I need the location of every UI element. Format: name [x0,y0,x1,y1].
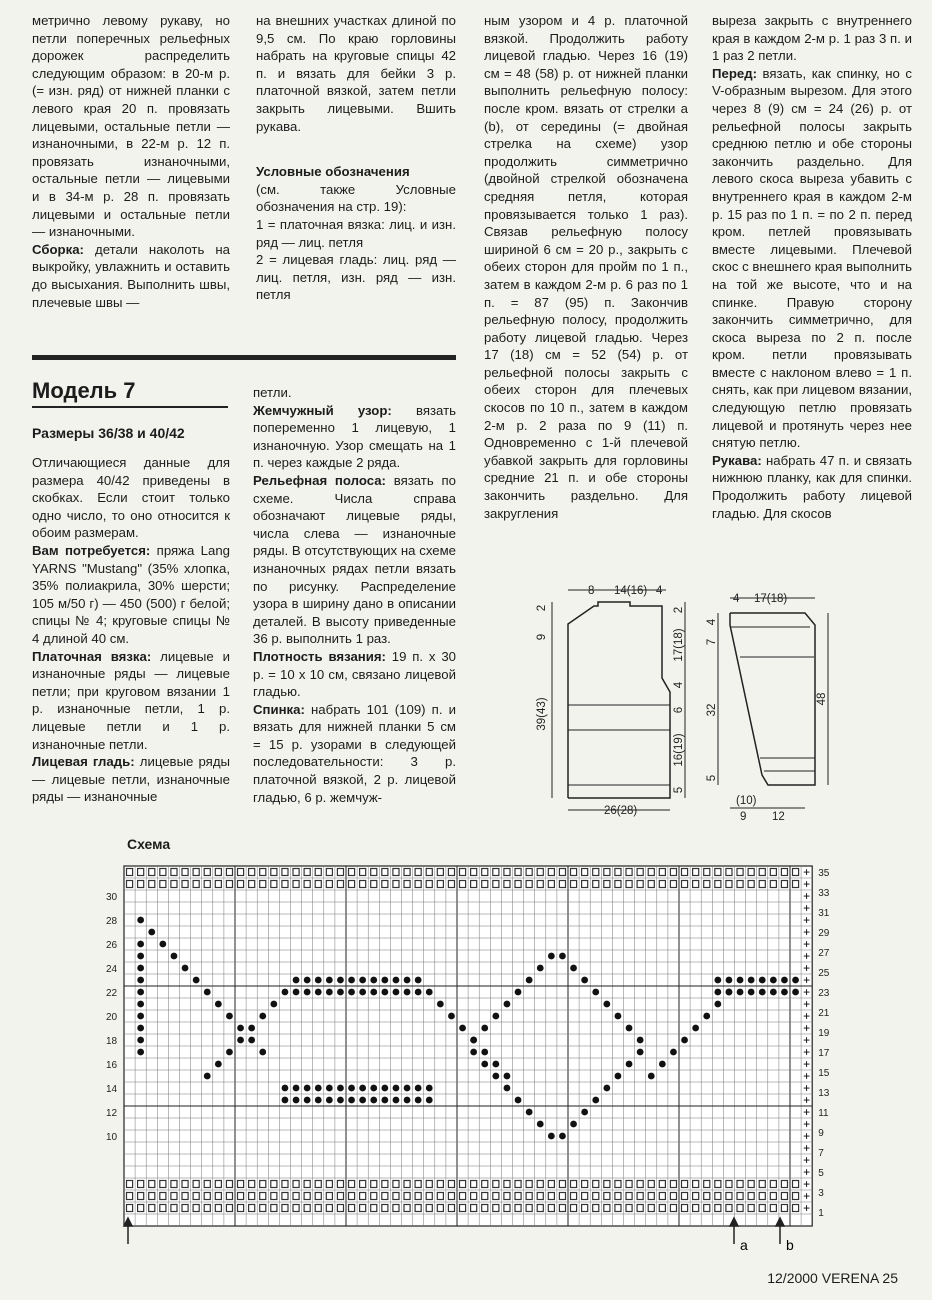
purl-dot [548,953,555,960]
purl-dot [792,977,799,984]
sleeve-h3: 32 [706,703,718,717]
back-text: набрать 101 (109) п. и вязать для нижней планки 5 см = 15 р. узорами в следующей последовательности: 3 р. платочной вязкой, 2 р. лицевой гладью, 6 р. жемчуж- [253,701,456,805]
body-r2: 17(18) [673,628,685,662]
purl-dot [381,989,388,996]
purl-dot [470,1049,477,1056]
purl-dot [315,1085,322,1092]
top-column-1 [32,12,230,311]
edge-symbol: + [803,1033,811,1047]
knitting-chart [100,860,840,1260]
purl-dot [404,989,411,996]
purl-dot [359,989,366,996]
purl-dot [726,989,733,996]
top-col3-text: ным узором и 4 р. платочной вязкой. Продолжить работу лицевой гладью. Через 16 (19) см = 48 (58) р. от нижней планки выполнить рельефную полосу: после кром. вязать от стрелки a (b), от середины (= двойная стрелка на схеме) узор продолжить симметрично (двойной стрелкой обозначена средняя петля, которая провязывается только 1 раз). Связав рельефную полосу шириной 6 см = 20 р., закрыть с обеих сторон для пройм по 1 п., затем в каждом 2-м р. 6 раз по 1 п. = 87 (95) п. Закончив рельефную полосу, продолжить работу лицевой гладью. Через 17 (18) см = 52 (54) р. от рельефной полосы закрыть с обеих сторон для плечевых скосов по 10 п., затем в каждом 2-м р. 2 раза по 9 (11) п. Одновременно с 1-й плечевой убавкой закрыть для горловины средние 21 п. и обе стороны закончить раздельно. Для закругления [484,13,688,521]
purl-dot [270,1001,277,1008]
edge-symbol: + [803,1177,811,1191]
purl-dot [692,1025,699,1032]
purl-dot [415,977,422,984]
purl-dot [137,989,144,996]
purl-dot [681,1037,688,1044]
top-col2-text: на внешних участках длиной по 9,5 см. По краю горловины набрать на круговые спицы 42 п. и вязать для бейки 3 р. платочной вязкой, затем петли закрыть лицевыми. Вшить рукава. [256,13,456,134]
model-column-2 [253,384,456,806]
purl-dot [370,977,377,984]
purl-dot [748,977,755,984]
purl-dot [337,989,344,996]
sizes-heading: Размеры 36/38 и 40/42 [32,425,185,441]
assembly-text: детали наколоть на выкройку, увлажнить и оставить до высыхания. Выполнить швы, плечевые швы — [32,241,230,310]
purl-dot [492,1061,499,1068]
purl-dot [204,989,211,996]
purl-dot [359,977,366,984]
purl-dot [348,1097,355,1104]
chart-left-label: 26 [106,940,118,951]
chart-left-label: 12 [106,1108,118,1119]
chart-left-label: 28 [106,916,118,927]
purl-dot [137,1001,144,1008]
body-r4: 6 [673,706,685,714]
purl-dot [259,1049,266,1056]
stockinette-text: лицевые ряды — лицевые петли, изнаночные ряды — изнаночные [32,754,230,805]
purl-dot [393,989,400,996]
purl-dot [537,965,544,972]
purl-dot [581,1109,588,1116]
sleeve-top-a: 4 [733,593,740,605]
edge-symbol: + [803,1021,811,1035]
purl-dot [714,977,721,984]
legend-item-1: 1 = платочная вязка: лиц. и изн. ряд — лиц. петля [256,216,456,250]
purl-dot [137,977,144,984]
purl-dot [481,1061,488,1068]
col2-start: петли. [253,385,292,400]
sleeve-label: Рукава: [712,452,762,468]
purl-dot [204,1073,211,1080]
intro-text: Отличающиеся данные для размера 40/42 приведены в скобках. Если стоит только одно число, то оно относится к обоим размерам. [32,455,230,541]
purl-dot [437,1001,444,1008]
purl-dot [626,1025,633,1032]
purl-dot [415,989,422,996]
purl-dot [470,1037,477,1044]
need-label: Вам потребуется: [32,542,151,558]
top-column-4 [712,12,912,522]
purl-dot [770,977,777,984]
purl-dot [548,1133,555,1140]
chart-right-label: 1 [818,1208,824,1219]
purl-dot [326,977,333,984]
chart-right-label: 7 [818,1148,824,1159]
chart-left-label: 30 [106,892,118,903]
legend-sub: (см. также Условные обозначения на стр. 19): [256,181,456,215]
sleeve-h1: 4 [706,618,718,626]
purl-dot [737,977,744,984]
purl-dot [404,977,411,984]
purl-dot [592,1097,599,1104]
purl-dot [370,989,377,996]
edge-symbol: + [803,1069,811,1083]
body-r3: 4 [673,681,685,689]
model-title: Модель 7 [32,378,136,403]
purl-dot [504,1073,511,1080]
body-r1: 2 [673,606,685,614]
purl-dot [381,1085,388,1092]
body-h2: 2 [536,604,548,612]
chart-left-label: 24 [106,964,118,975]
purl-dot [193,977,200,984]
garter-text: лицевые и изнаночные ряды — лицевые петли; при круговом вязании 1 р. изнаночные петли, 1 р. лицевые петли и 1 р. изнаночные петли. [32,648,230,752]
edge-symbol: + [803,913,811,927]
arrow-a-label: a [740,1237,748,1253]
edge-symbol: + [803,1153,811,1167]
purl-dot [415,1097,422,1104]
purl-dot [237,1025,244,1032]
purl-dot [637,1049,644,1056]
chart-left-label: 20 [106,1012,118,1023]
purl-dot [504,1001,511,1008]
sleeve-bottom-a: 9 [740,811,747,823]
purl-dot [226,1049,233,1056]
edge-symbol: + [803,1093,811,1107]
edge-symbol: + [803,1057,811,1071]
top-column-2 [256,12,456,304]
purl-dot [282,1097,289,1104]
purl-dot [337,977,344,984]
title-underline [32,406,228,408]
chart-right-label: 27 [818,948,830,959]
pearl-text: вязать попеременно 1 лицевую, 1 изнаночную. Узор смещать на 1 п. через каждые 2 ряда. [253,402,456,471]
purl-dot [293,977,300,984]
sleeve-outline [730,613,815,785]
purl-dot [759,977,766,984]
purl-dot [137,1013,144,1020]
body-h1: 9 [536,633,548,641]
body-height: 39(43) [536,697,548,731]
purl-dot [315,977,322,984]
edge-symbol: + [803,1141,811,1155]
purl-dot [570,1121,577,1128]
chart-right-label: 5 [818,1168,824,1179]
purl-dot [348,977,355,984]
purl-dot [315,989,322,996]
purl-dot [515,989,522,996]
relief-text: вязать по схеме. Числа справа обозначают лицевые ряды, числа слева — изнаночные ряды. В отсутствующих на схеме изнаночных рядах петли вязать по рисунку. Распределение узора в ширину дано в описании деталей. В высоту приведенные 36 р. выполнить 1 раз. [253,472,456,647]
body-width: 26(28) [604,805,638,817]
top-column-3 [484,12,688,522]
purl-dot [603,1085,610,1092]
sleeve-text: набрать 47 п. и связать нижнюю планку, как для спинки. Продолжить работу лицевой гладью. Для скосов [712,452,912,521]
purl-dot [670,1049,677,1056]
purl-dot [381,1097,388,1104]
purl-dot [781,989,788,996]
edge-symbol: + [803,1129,811,1143]
sleeve-height: 48 [816,692,828,706]
purl-dot [726,977,733,984]
purl-dot [370,1085,377,1092]
chart-right-label: 13 [818,1088,830,1099]
purl-dot [359,1097,366,1104]
purl-dot [393,1097,400,1104]
purl-dot [137,941,144,948]
body-top-a: 8 [588,585,595,597]
edge-symbol: + [803,997,811,1011]
purl-dot [404,1097,411,1104]
purl-dot [293,989,300,996]
chart-right-label: 33 [818,888,830,899]
purl-dot [426,1097,433,1104]
purl-dot [326,1085,333,1092]
edge-symbol: + [803,985,811,999]
purl-dot [770,989,777,996]
purl-dot [714,989,721,996]
purl-dot [137,1049,144,1056]
chart-right-label: 35 [818,868,830,879]
sleeve-top-b: 17(18) [754,593,788,605]
chart-left-label: 22 [106,988,118,999]
purl-dot [759,989,766,996]
purl-dot [492,1073,499,1080]
purl-dot [748,989,755,996]
sleeve-h2: 7 [706,638,718,646]
legend-item-2: 2 = лицевая гладь: лиц. ряд — лиц. петля, изн. ряд — изн. петля [256,252,456,303]
purl-dot [182,965,189,972]
edge-symbol: + [803,1117,811,1131]
page-footer: 12/2000 VERENA 25 [767,1270,898,1286]
chart-right-label: 17 [818,1048,830,1059]
body-r5: 16(19) [673,733,685,767]
purl-dot [215,1001,222,1008]
purl-dot [359,1085,366,1092]
purl-dot [515,1097,522,1104]
purl-dot [648,1073,655,1080]
purl-dot [348,989,355,996]
pattern-diagrams [536,580,930,830]
edge-symbol: + [803,925,811,939]
assembly-label: Сборка: [32,241,84,257]
purl-dot [137,1025,144,1032]
legend-title: Условные обозначения [256,164,410,180]
purl-dot [626,1061,633,1068]
purl-dot [737,989,744,996]
edge-symbol: + [803,889,811,903]
purl-dot [581,977,588,984]
sleeve-ten: (10) [736,795,757,807]
purl-dot [426,1085,433,1092]
chart-left-label: 14 [106,1084,118,1095]
purl-dot [215,1061,222,1068]
relief-label: Рельефная полоса: [253,472,386,488]
edge-symbol: + [803,877,811,891]
purl-dot [282,989,289,996]
body-r6: 5 [673,786,685,794]
purl-dot [293,1085,300,1092]
chart-right-label: 15 [818,1068,830,1079]
purl-dot [415,1085,422,1092]
purl-dot [248,1037,255,1044]
chart-right-label: 21 [818,1008,830,1019]
purl-dot [315,1097,322,1104]
purl-dot [326,1097,333,1104]
edge-symbol: + [803,937,811,951]
arrow-b-label: b [786,1237,794,1253]
pearl-label: Жемчужный узор: [253,402,392,418]
chart-right-label: 31 [818,908,830,919]
purl-dot [481,1025,488,1032]
chart-right-label: 11 [818,1108,829,1119]
chart-right-label: 23 [818,988,830,999]
purl-dot [792,989,799,996]
need-text: пряжа Lang YARNS "Mustang" (35% хлопка, 35% полиакрила, 30% шерсти; 105 м/50 г) — 450 (500) г белой; спицы № 4; круговые спицы № 4 длиной 40 см. [32,542,230,646]
edge-symbol: + [803,1105,811,1119]
sleeve-h4: 5 [706,774,718,782]
purl-dot [304,989,311,996]
purl-dot [159,941,166,948]
purl-dot [304,977,311,984]
purl-dot [282,1085,289,1092]
purl-dot [559,953,566,960]
purl-dot [137,1037,144,1044]
edge-symbol: + [803,973,811,987]
purl-dot [781,977,788,984]
chart-left-label: 18 [106,1036,118,1047]
chart-left-label: 16 [106,1060,118,1071]
purl-dot [326,989,333,996]
body-top-b: 14(16) [614,585,648,597]
sleeve-bottom-b: 12 [772,811,785,823]
chart-left-label: 10 [106,1132,118,1143]
purl-dot [259,1013,266,1020]
edge-symbol: + [803,1081,811,1095]
edge-symbol: + [803,1045,811,1059]
purl-dot [137,965,144,972]
purl-dot [293,1097,300,1104]
purl-dot [504,1085,511,1092]
section-divider [32,355,456,360]
purl-dot [615,1013,622,1020]
back-label: Спинка: [253,701,305,717]
purl-dot [304,1097,311,1104]
schema-title: Схема [127,836,171,852]
purl-dot [171,953,178,960]
edge-symbol: + [803,1009,811,1023]
purl-dot [337,1085,344,1092]
purl-dot [615,1073,622,1080]
purl-dot [603,1001,610,1008]
edge-symbol: + [803,949,811,963]
edge-symbol: + [803,1189,811,1203]
purl-dot [659,1061,666,1068]
purl-dot [703,1013,710,1020]
top-col1-text: метрично левому рукаву, но петли поперечных рельефных дорожек распределить следующим образом: в 20-м р. (= изн. ряд) от нижней планки с левого края 20 п. провязать лицевыми, остальные петли — изнаночными, в 22-м р. 12 п. провязать изнаночными, остальные петли — лицевыми и в 34-м р. 28 п. провязать лицевыми и остальные петли — изнаночными. [32,13,230,240]
purl-dot [248,1025,255,1032]
purl-dot [426,989,433,996]
purl-dot [226,1013,233,1020]
chart-right-label: 3 [818,1188,824,1199]
density-label: Плотность вязания: [253,648,386,664]
purl-dot [448,1013,455,1020]
purl-dot [393,977,400,984]
purl-dot [714,1001,721,1008]
purl-dot [481,1049,488,1056]
edge-symbol: + [803,901,811,915]
front-label: Перед: [712,65,757,81]
purl-dot [304,1085,311,1092]
garter-label: Платочная вязка: [32,648,152,664]
top-col4-text: выреза закрыть с внутреннего края в каждом 2-м р. 1 раз 3 п. и 1 раз 2 петли. [712,13,912,64]
body-top-c: 4 [656,585,663,597]
purl-dot [381,977,388,984]
purl-dot [459,1025,466,1032]
purl-dot [237,1037,244,1044]
chart-right-label: 29 [818,928,830,939]
purl-dot [404,1085,411,1092]
purl-dot [559,1133,566,1140]
purl-dot [592,989,599,996]
front-text: вязать, как спинку, но с V-образным вырезом. Для этого через 8 (9) см = 24 (26) р. от рельефной полосы закрыть среднюю петлю и обе стороны закончить раздельно. Для левого скоса выреза убавить с внутреннего края в каждом 2-м р. 15 раз по 1 п. = по 2 п. перед кром. петлей провязывать вместе лицевыми. Плечевой скос с внешнего края выполнить на той же высоте, что и на спинке. Правую сторону закончить симметрично, для скоса выреза по 2 п. после кром. петли провязывать вместе с наклоном влево = 1 п. снять, как при лицевом вязании, следующую петлю провязать лицевой и протянуть через нее снятую петлю. [712,65,912,451]
purl-dot [526,1109,533,1116]
purl-dot [570,965,577,972]
edge-symbol: + [803,961,811,975]
edge-symbol: + [803,865,811,879]
purl-dot [393,1085,400,1092]
purl-dot [370,1097,377,1104]
density-text: 19 п. х 30 р. = 10 х 10 см, связано лицевой гладью. [253,648,456,700]
purl-dot [537,1121,544,1128]
purl-dot [337,1097,344,1104]
purl-dot [526,977,533,984]
purl-dot [637,1037,644,1044]
edge-symbol: + [803,1165,811,1179]
chart-right-label: 25 [818,968,830,979]
edge-symbol: + [803,1201,811,1215]
purl-dot [137,953,144,960]
purl-dot [348,1085,355,1092]
stockinette-label: Лицевая гладь: [32,754,135,770]
chart-right-label: 19 [818,1028,830,1039]
body-outline [568,602,670,798]
purl-dot [137,917,144,924]
purl-dot [492,1013,499,1020]
chart-right-label: 9 [818,1128,824,1139]
purl-dot [148,929,155,936]
model-column-1 [32,454,230,806]
